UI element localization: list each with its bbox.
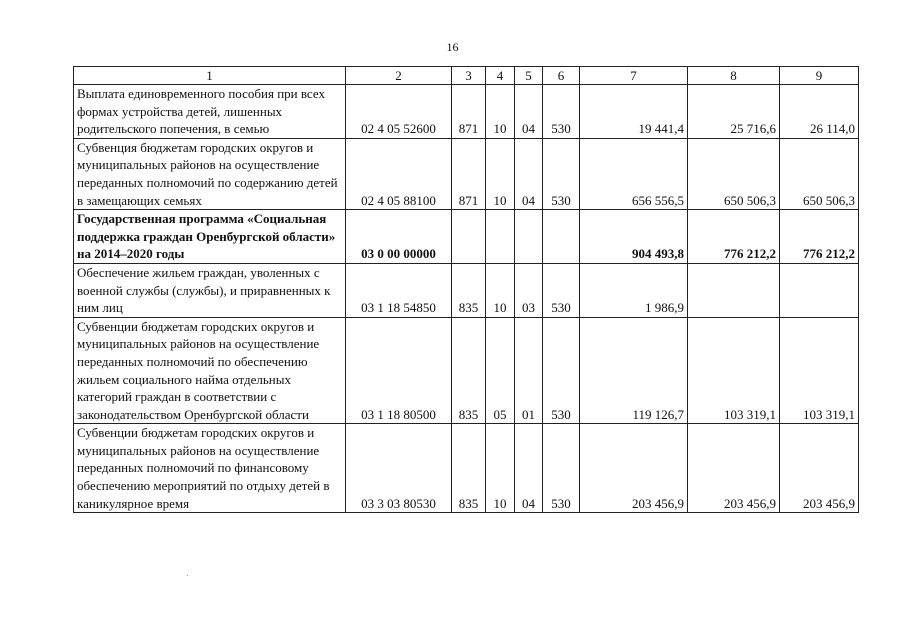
row-col4: 10: [486, 138, 515, 209]
row-amount-8: 103 319,1: [688, 317, 780, 424]
table-row: [74, 263, 859, 317]
row-amount-9: 26 114,0: [780, 85, 859, 139]
row-amount-9: 776 212,2: [780, 210, 859, 264]
row-col6: 530: [543, 85, 580, 139]
row-name: Государственная программа «Социальная поддержка граждан Оренбургской области» на 2014–2020 годы: [74, 210, 346, 264]
row-amount-9: [780, 263, 859, 317]
header-cell: 8: [688, 67, 780, 85]
row-amount-7: 203 456,9: [580, 424, 688, 513]
row-amount-9: 650 506,3: [780, 138, 859, 209]
budget-table: [73, 66, 859, 513]
row-col3: 835: [452, 317, 486, 424]
row-col4: 05: [486, 317, 515, 424]
row-col3: 871: [452, 138, 486, 209]
header-cell: 3: [452, 67, 486, 85]
row-amount-9: 103 319,1: [780, 317, 859, 424]
row-amount-8: [688, 263, 780, 317]
row-amount-7: 119 126,7: [580, 317, 688, 424]
row-col6: [543, 210, 580, 264]
row-col6: 530: [543, 317, 580, 424]
row-col6: 530: [543, 138, 580, 209]
row-code: 03 3 03 80530: [346, 424, 452, 513]
row-amount-9: 203 456,9: [780, 424, 859, 513]
row-col3: [452, 210, 486, 264]
row-amount-7: 19 441,4: [580, 85, 688, 139]
row-name: Обеспечение жильем граждан, уволенных с военной службы (службы), и приравненных к ним лиц: [74, 263, 346, 317]
header-cell: 5: [515, 67, 543, 85]
row-name: Субвенция бюджетам городских округов и муниципальных районов на осуществление переданных полномочий по содержанию детей в замещающих семьях: [74, 138, 346, 209]
header-cell: 4: [486, 67, 515, 85]
table-row: [74, 138, 859, 209]
header-cell: 2: [346, 67, 452, 85]
row-amount-8: 203 456,9: [688, 424, 780, 513]
table-row: [74, 424, 859, 513]
row-amount-8: 650 506,3: [688, 138, 780, 209]
row-code: 03 1 18 54850: [346, 263, 452, 317]
header-cell: 1: [74, 67, 346, 85]
table-row: [74, 210, 859, 264]
row-col5: 04: [515, 424, 543, 513]
row-col5: 03: [515, 263, 543, 317]
row-code: 02 4 05 88100: [346, 138, 452, 209]
header-cell: 6: [543, 67, 580, 85]
row-amount-8: 25 716,6: [688, 85, 780, 139]
row-code: 02 4 05 52600: [346, 85, 452, 139]
row-col5: [515, 210, 543, 264]
row-col6: 530: [543, 424, 580, 513]
row-name: Выплата единовременного пособия при всех формах устройства детей, лишенных родительского попечения, в семью: [74, 85, 346, 139]
table-row: [74, 317, 859, 424]
row-col5: 01: [515, 317, 543, 424]
row-name: Субвенции бюджетам городских округов и муниципальных районов на осуществление переданных полномочий по обеспечению жильем социального найма отдельных категорий граждан в соответствии с законодательством Оренбургской области: [74, 317, 346, 424]
row-col4: 10: [486, 263, 515, 317]
row-amount-7: 656 556,5: [580, 138, 688, 209]
row-amount-7: 904 493,8: [580, 210, 688, 264]
row-col4: [486, 210, 515, 264]
row-code: 03 0 00 00000: [346, 210, 452, 264]
row-col3: 835: [452, 424, 486, 513]
row-col5: 04: [515, 138, 543, 209]
table-row: [74, 85, 859, 139]
row-col6: 530: [543, 263, 580, 317]
header-row: [74, 67, 859, 85]
row-amount-8: 776 212,2: [688, 210, 780, 264]
row-col4: 10: [486, 85, 515, 139]
row-col3: 871: [452, 85, 486, 139]
row-code: 03 1 18 80500: [346, 317, 452, 424]
header-cell: 9: [780, 67, 859, 85]
row-amount-7: 1 986,9: [580, 263, 688, 317]
row-col3: 835: [452, 263, 486, 317]
page-number: 16: [446, 40, 459, 54]
header-cell: 7: [580, 67, 688, 85]
row-col4: 10: [486, 424, 515, 513]
row-name: Субвенции бюджетам городских округов и муниципальных районов на осуществление переданных полномочий по финансовому обеспечению мероприятий по отдыху детей в каникулярное время: [74, 424, 346, 513]
row-col5: 04: [515, 85, 543, 139]
scan-speck: [187, 575, 188, 576]
